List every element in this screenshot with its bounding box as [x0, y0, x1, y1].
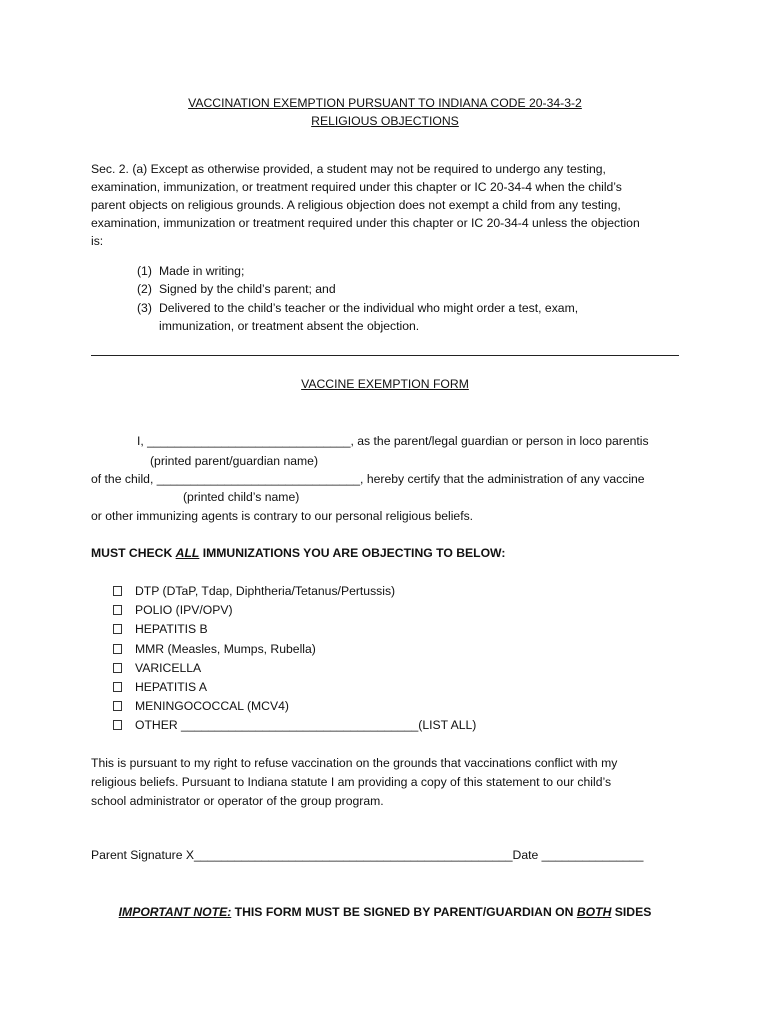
- checklist-heading-prefix: MUST CHECK: [91, 546, 176, 560]
- immunization-item-other[interactable]: [113, 716, 476, 734]
- checkbox-icon[interactable]: [113, 586, 122, 596]
- belief-statement: or other immunizing agents is contrary to our personal religious beliefs.: [91, 509, 474, 523]
- statute-line-2: examination, immunization, or treatment required under this chapter or IC 20-34-4 when the child’s: [91, 180, 622, 194]
- immunization-item-hepatitis-a[interactable]: [113, 678, 207, 696]
- important-note-label: IMPORTANT NOTE:: [118, 905, 232, 919]
- immunization-item-mmr[interactable]: [113, 640, 316, 658]
- immunization-label: MENINGOCOCCAL (MCV4): [135, 699, 289, 713]
- condition-text: Delivered to the child’s teacher or the individual who might order a test, exam,: [159, 301, 579, 315]
- parent-name-caption: (printed parent/guardian name): [150, 454, 319, 468]
- checkbox-icon[interactable]: [113, 701, 122, 711]
- document-subtitle: RELIGIOUS OBJECTIONS: [311, 114, 459, 128]
- child-name-caption: (printed child’s name): [183, 490, 300, 504]
- checkbox-icon[interactable]: [113, 682, 122, 692]
- rights-line-3: school administrator or operator of the group program.: [91, 794, 384, 808]
- important-note-text: THIS FORM MUST BE SIGNED BY PARENT/GUARDIAN ON: [231, 905, 577, 919]
- statute-line-1: Sec. 2. (a) Except as otherwise provided, a student may not be required to undergo any testing,: [91, 162, 606, 176]
- immunization-item-hepatitis-b[interactable]: [113, 620, 208, 638]
- immunization-item-meningococcal[interactable]: [113, 697, 289, 715]
- parent-name-line: I, ______________________________, as the parent/legal guardian or person in loco parentis: [137, 434, 649, 448]
- important-note-emphasis: BOTH: [576, 905, 612, 919]
- immunization-label: POLIO (IPV/OPV): [135, 603, 233, 617]
- condition-text: Signed by the child’s parent; and: [159, 282, 336, 296]
- condition-item-1: [137, 262, 244, 280]
- checklist-heading-suffix: IMMUNIZATIONS YOU ARE OBJECTING TO BELOW:: [199, 546, 506, 560]
- immunization-label: VARICELLA: [135, 661, 202, 675]
- immunization-label: OTHER ___________________________________(LIST ALL): [135, 718, 477, 732]
- checkbox-icon[interactable]: [113, 663, 122, 673]
- condition-number: (3): [137, 301, 152, 315]
- checkbox-icon[interactable]: [113, 644, 122, 654]
- checkbox-icon[interactable]: [113, 720, 122, 730]
- rights-line-1: This is pursuant to my right to refuse vaccination on the grounds that vaccinations conflict with my: [91, 756, 618, 770]
- important-note-text-end: SIDES: [611, 905, 652, 919]
- statute-line-3: parent objects on religious grounds. A religious objection does not exempt a child from any testing,: [91, 198, 621, 212]
- checkbox-icon[interactable]: [113, 624, 122, 634]
- condition-item-2: [137, 280, 336, 298]
- immunization-label: HEPATITIS A: [135, 680, 208, 694]
- condition-item-3: [137, 299, 578, 317]
- important-note: [0, 903, 770, 921]
- statute-line-4: examination, immunization or treatment required under this chapter or IC 20-34-4 unless the objection: [91, 216, 640, 230]
- signature-date-line[interactable]: Parent Signature X_______________________________________________Date _______________: [91, 848, 644, 862]
- immunization-label: MMR (Measles, Mumps, Rubella): [135, 642, 316, 656]
- checklist-heading-emphasis: ALL: [175, 546, 200, 560]
- immunization-label: HEPATITIS B: [135, 622, 208, 636]
- rights-line-2: religious beliefs. Pursuant to Indiana statute I am providing a copy of this statement to our child’s: [91, 775, 612, 789]
- checklist-heading: [91, 544, 505, 562]
- child-name-line: of the child, ______________________________, hereby certify that the administration of any vaccine: [91, 472, 645, 486]
- condition-number: (1): [137, 264, 152, 278]
- condition-text: immunization, or treatment absent the objection.: [159, 319, 420, 333]
- immunization-label: DTP (DTaP, Tdap, Diphtheria/Tetanus/Pertussis): [135, 584, 396, 598]
- form-title: VACCINE EXEMPTION FORM: [301, 377, 469, 391]
- section-divider: [91, 355, 679, 356]
- statute-line-5: is:: [91, 234, 104, 248]
- condition-text: Made in writing;: [159, 264, 245, 278]
- immunization-item-varicella[interactable]: [113, 659, 201, 677]
- condition-number: (2): [137, 282, 152, 296]
- document-title: VACCINATION EXEMPTION PURSUANT TO INDIANA CODE 20-34-3-2: [188, 96, 582, 110]
- condition-item-3-continued: [137, 317, 419, 335]
- immunization-item-dtp[interactable]: [113, 582, 395, 600]
- checkbox-icon[interactable]: [113, 605, 122, 615]
- immunization-item-polio[interactable]: [113, 601, 233, 619]
